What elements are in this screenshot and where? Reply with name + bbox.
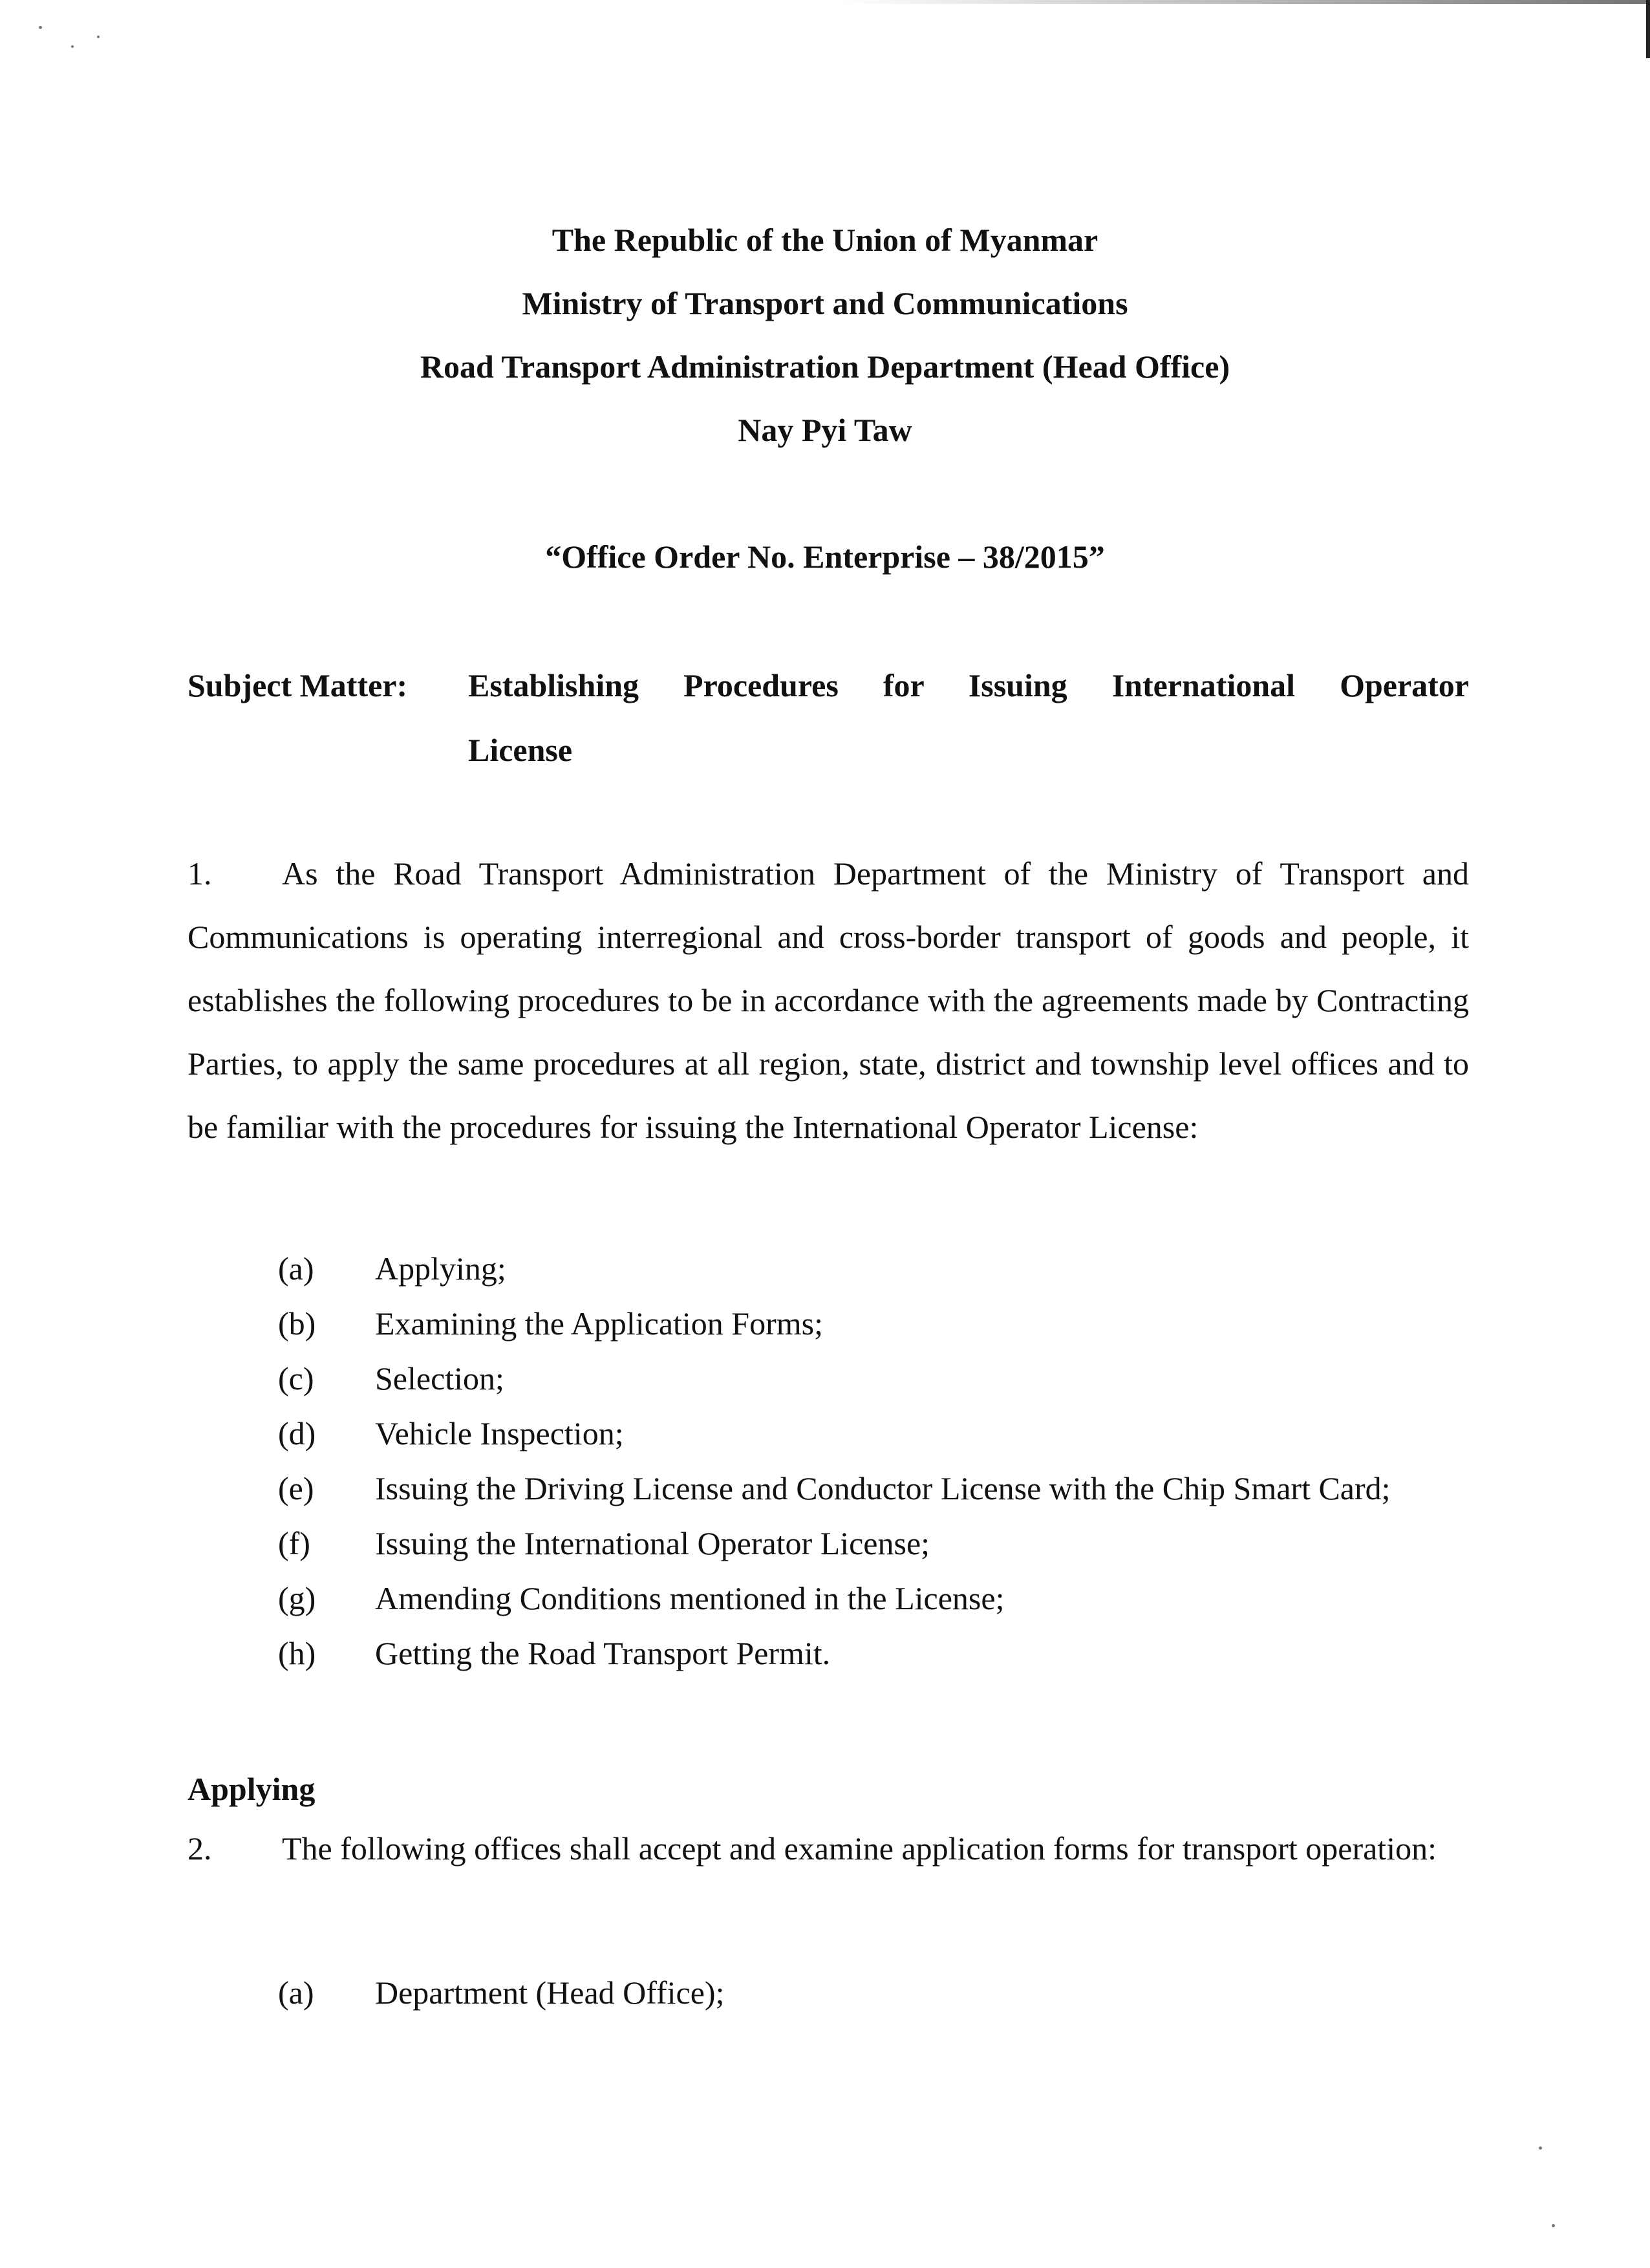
list-item <box>278 1351 1469 1406</box>
scan-edge-mark <box>1646 0 1650 58</box>
subject-label: Subject Matter: <box>188 667 408 703</box>
scan-edge-shadow <box>841 0 1650 4</box>
list-item <box>278 1571 1469 1626</box>
list-item <box>278 1406 1469 1461</box>
procedure-list <box>278 1241 1469 1681</box>
paragraph-text: As the Road Transport Administration Department of the Ministry of Transport and Communications is operating interregional and cross-border transport of goods and people, it establishes the following procedures to be in accordance with the agreements made by Contracting Parties, to apply the same procedures at all region, state, district and township level offices and to be familiar with the procedures for issuing the International Operator License: <box>188 855 1469 1145</box>
list-text: Applying; <box>375 1250 506 1287</box>
list-marker: (e) <box>278 1470 314 1506</box>
list-item <box>278 1965 1469 2020</box>
list-text: Examining the Application Forms; <box>375 1305 823 1342</box>
letterhead-city: Nay Pyi Taw <box>738 412 912 448</box>
list-marker: (f) <box>278 1525 310 1561</box>
list-item <box>278 1461 1469 1516</box>
list-marker: (c) <box>278 1360 314 1396</box>
office-order-number: “Office Order No. Enterprise – 38/2015” <box>545 539 1105 575</box>
paragraph-1 <box>188 842 1469 1159</box>
list-text: Vehicle Inspection; <box>375 1415 624 1451</box>
list-marker: (a) <box>278 1250 314 1287</box>
letterhead-department: Road Transport Administration Department (Head Office) <box>420 348 1230 385</box>
paragraph-2 <box>188 1817 1469 1880</box>
scan-speck <box>97 36 100 38</box>
list-marker: (g) <box>278 1580 316 1616</box>
subject-text-line1: Establishing Procedures for Issuing International Operator <box>468 667 1469 703</box>
letterhead-country: The Republic of the Union of Myanmar <box>552 222 1098 258</box>
scan-speck <box>71 45 74 48</box>
office-list <box>278 1965 1469 2020</box>
list-text: Issuing the Driving License and Conductor License with the Chip Smart Card; <box>375 1470 1391 1506</box>
list-text: Amending Conditions mentioned in the License; <box>375 1580 1005 1616</box>
paragraph-number: 1. <box>188 855 212 892</box>
letterhead <box>0 208 1650 462</box>
scan-speck <box>1539 2146 1542 2150</box>
list-marker: (d) <box>278 1415 316 1451</box>
list-text: Issuing the International Operator License; <box>375 1525 930 1561</box>
list-item <box>278 1516 1469 1571</box>
list-marker: (h) <box>278 1635 316 1671</box>
subject-text-line2: License <box>468 732 573 768</box>
list-text: Selection; <box>375 1360 504 1396</box>
scan-speck <box>1552 2224 1555 2227</box>
list-text: Department (Head Office); <box>375 1974 725 2011</box>
section-heading-applying: Applying <box>188 1771 316 1807</box>
list-item <box>278 1626 1469 1681</box>
list-text: Getting the Road Transport Permit. <box>375 1635 831 1671</box>
letterhead-ministry: Ministry of Transport and Communications <box>522 285 1128 321</box>
list-item <box>278 1241 1469 1296</box>
paragraph-text: The following offices shall accept and examine application forms for transport operation: <box>282 1830 1437 1867</box>
scan-speck <box>39 26 42 29</box>
list-marker: (a) <box>278 1974 314 2011</box>
list-marker: (b) <box>278 1305 316 1342</box>
paragraph-number: 2. <box>188 1830 212 1867</box>
list-item <box>278 1296 1469 1351</box>
